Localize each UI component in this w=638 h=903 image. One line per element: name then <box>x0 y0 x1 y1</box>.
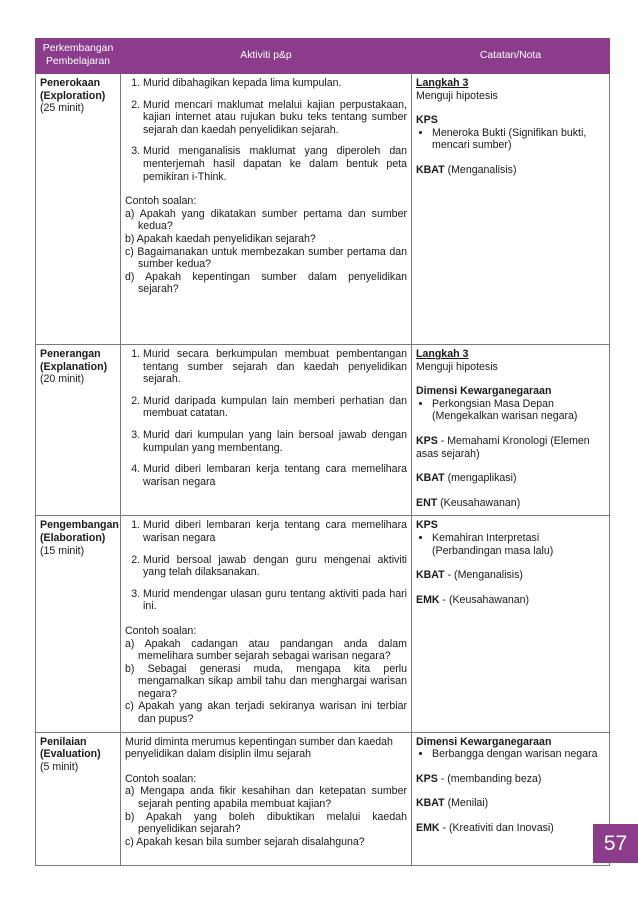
note-emk: EMK - (Kreativiti dan Inovasi) <box>416 822 554 835</box>
phase-name: Penerokaan <box>40 77 101 89</box>
phase-name: Penerangan <box>40 348 101 360</box>
note-ent: ENT (Keusahawanan) <box>416 496 521 509</box>
question-item: a) Apakah cadangan atau pandangan anda dalam memelihara sumber sejarah sebagai warisan negara? <box>125 637 407 663</box>
phase-duration: (25 minit) <box>40 102 85 115</box>
activity-intro: Murid diminta merumus kepentingan sumber dan kaedah penyelidikan dalam disiplin ilmu sejarah <box>125 735 393 761</box>
note-step: Langkah 3 <box>416 77 469 89</box>
activity-cell <box>121 345 412 516</box>
note-kps-list <box>416 127 605 152</box>
phase-cell <box>36 345 121 516</box>
note-step: Langkah 3 <box>416 348 469 360</box>
table-row-exploration <box>36 74 610 345</box>
note-kps: KPS - (membanding beza) <box>416 772 542 785</box>
note-step-desc: Menguji hipotesis <box>416 360 498 373</box>
note-dimensi-bullet: • Berbangga dengan warisan negara <box>432 748 605 761</box>
phase-duration: (5 minit) <box>40 760 79 773</box>
table-header-row <box>36 39 610 74</box>
note-kps: KPS - Memahami Kronologi (Elemen asas sejarah) <box>416 434 590 460</box>
phase-duration: (20 minit) <box>40 373 85 386</box>
activity-step: 3. Murid menganalisis maklumat yang diperoleh dan menterjemah hasil dapatan ke dalam bentuk peta pemikiran i-Think. <box>143 145 407 183</box>
question-list <box>125 208 407 296</box>
activity-steps <box>125 519 407 613</box>
note-kbat: KBAT (Menilai) <box>416 797 489 810</box>
activity-steps <box>125 77 407 183</box>
header-catatan: Catatan/Nota <box>412 39 610 74</box>
notes-cell <box>412 516 610 732</box>
activity-steps <box>125 348 407 488</box>
question-item: b) Apakah kaedah penyelidikan sejarah? <box>125 232 316 245</box>
questions-label: Contoh soalan: <box>125 195 197 208</box>
activity-step: 2. Murid mencari maklumat melalui kajian perpustakaan, kajian internet atau rujukan buku teks tentang sumber sejarah dan kaedah penyelidikan sejarah. <box>143 99 407 137</box>
note-kps-label: KPS <box>416 114 438 127</box>
note-dimensi-list <box>416 748 605 761</box>
note-emk: EMK - (Keusahawanan) <box>416 593 530 606</box>
note-dimensi-label: Dimensi Kewarganegaraan <box>416 735 552 748</box>
note-dimensi-list <box>416 398 605 423</box>
phase-english: (Evaluation) <box>40 748 101 761</box>
note-kps-label: KPS <box>416 519 438 532</box>
note-kps-bullet: • Kemahiran Interpretasi (Perbandingan masa lalu) <box>432 532 605 557</box>
question-item: c) Apakah yang akan terjadi sekiranya warisan ini terbiar dan pupus? <box>125 700 407 726</box>
activity-cell <box>121 74 412 345</box>
question-item: a) Mengapa anda fikir kesahihan dan ketepatan sumber sejarah penting apabila membuat kajian? <box>125 785 407 811</box>
activity-cell <box>121 732 412 865</box>
note-kbat: KBAT - (Menganalisis) <box>416 569 523 582</box>
question-list <box>125 785 407 848</box>
table-row-evaluation <box>36 732 610 865</box>
notes-cell <box>412 345 610 516</box>
note-dimensi-label: Dimensi Kewarganegaraan <box>416 385 552 398</box>
phase-cell <box>36 516 121 732</box>
questions-label: Contoh soalan: <box>125 772 197 785</box>
table-row-elaboration <box>36 516 610 732</box>
phase-english: (Exploration) <box>40 89 106 102</box>
question-list <box>125 638 407 726</box>
notes-cell <box>412 732 610 865</box>
header-aktiviti: Aktiviti p&p <box>121 39 412 74</box>
questions-label: Contoh soalan: <box>125 624 197 637</box>
note-kbat: KBAT (mengaplikasi) <box>416 472 517 485</box>
activity-step: 2. Murid bersoal jawab dengan guru mengenai aktiviti yang telah dilaksanakan. <box>143 554 407 579</box>
note-dimensi-bullet: • Perkongsian Masa Depan (Mengekalkan warisan negara) <box>432 398 605 423</box>
activity-step: 2. Murid daripada kumpulan lain memberi perhatian dan membuat catatan. <box>143 395 407 420</box>
activity-step: 1. Murid diberi lembaran kerja tentang cara memelihara warisan negara <box>143 519 407 544</box>
activity-cell <box>121 516 412 732</box>
activity-step: 3. Murid mendengar ulasan guru tentang aktiviti pada hari ini. <box>143 588 407 613</box>
question-item: c) Apakah kesan bila sumber sejarah disalahguna? <box>125 835 365 848</box>
note-kps-bullet: • Meneroka Bukti (Signifikan bukti, mencari sumber) <box>432 127 605 152</box>
question-item: c) Bagaimanakan untuk membezakan sumber pertama dan sumber kedua? <box>125 245 407 271</box>
note-kbat: KBAT (Menganalisis) <box>416 163 517 176</box>
note-step-desc: Menguji hipotesis <box>416 89 498 102</box>
phase-cell <box>36 732 121 865</box>
activity-step: 4. Murid diberi lembaran kerja tentang cara memelihara warisan negara <box>143 463 407 488</box>
activity-step: 3. Murid dari kumpulan yang lain bersoal jawab dengan kumpulan yang membentang. <box>143 429 407 454</box>
question-item: d) Apakah kepentingan sumber dalam penyelidikan sejarah? <box>125 270 407 296</box>
question-item: b) Sebagai generasi muda, mengapa kita perlu mengamalkan sikap ambil tahu dan menghargai warisan negara? <box>125 662 407 700</box>
activity-step: 1. Murid secara berkumpulan membuat pembentangan tentang sumber sejarah dan kaedah penyelidikan sejarah. <box>143 348 407 386</box>
activity-step: 1. Murid dibahagikan kepada lima kumpulan. <box>143 77 407 90</box>
table-row-explanation <box>36 345 610 516</box>
notes-cell <box>412 74 610 345</box>
phase-english: (Explanation) <box>40 360 108 373</box>
note-kps-list <box>416 532 605 557</box>
phase-english: (Elaboration) <box>40 531 106 544</box>
page-number: 57 <box>593 824 638 863</box>
question-item: a) Apakah yang dikatakan sumber pertama dan sumber kedua? <box>125 207 407 233</box>
phase-duration: (15 minit) <box>40 544 85 557</box>
header-perkembangan: Perkembangan Pembelajaran <box>36 39 121 74</box>
phase-name: Penilaian <box>40 735 87 748</box>
question-item: b) Apakah yang boleh dibuktikan melalui kaedah penyelidikan sejarah? <box>125 810 407 836</box>
phase-cell <box>36 74 121 345</box>
phase-name: Pengembangan <box>40 519 119 532</box>
lesson-plan-table <box>35 38 610 866</box>
